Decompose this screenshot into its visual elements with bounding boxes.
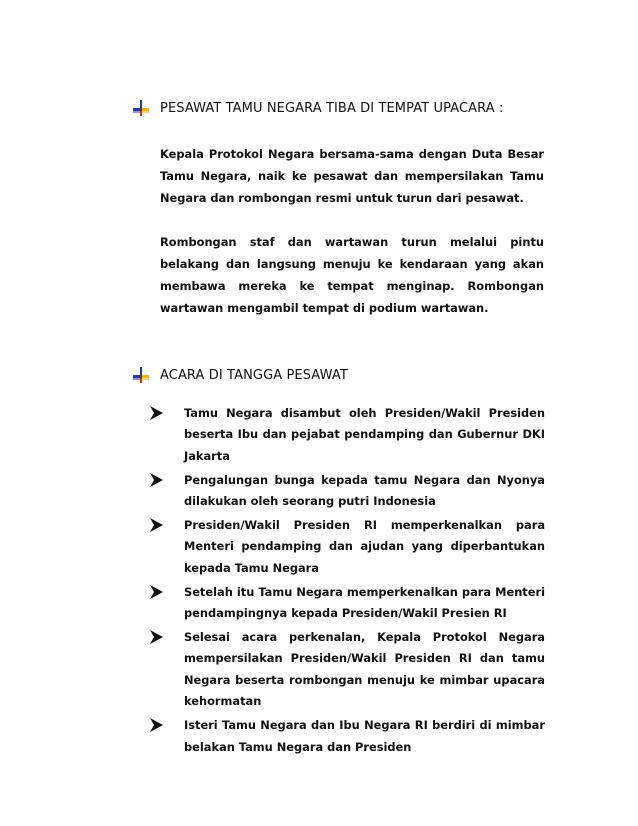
section-title: PESAWAT TAMU NEGARA TIBA DI TEMPAT UPACARA : <box>160 100 504 116</box>
section-title: ACARA DI TANGGA PESAWAT <box>160 367 348 383</box>
list-item <box>150 582 545 625</box>
arrow-bullet-icon <box>150 518 163 532</box>
section-heading-stairs <box>133 367 348 383</box>
list-item-text: Tamu Negara disambut oleh Presiden/Wakil Presiden beserta Ibu dan pejabat pendamping dan Gubernur DKI Jakarta <box>184 406 545 463</box>
arrow-bullet-icon <box>150 585 163 599</box>
list-item <box>150 515 545 579</box>
list-item-text: Pengalungan bunga kepada tamu Negara dan Nyonya dilakukan oleh seorang putri Indonesia <box>184 472 545 509</box>
ceremony-steps-list <box>150 403 545 761</box>
list-item-text: Isteri Tamu Negara dan Ibu Negara RI berdiri di mimbar belakan Tamu Negara dan Presiden <box>184 718 545 754</box>
arrow-bullet-icon <box>150 406 163 420</box>
list-item-text: Setelah itu Tamu Negara memperkenalkan para Menteri pendampingnya kepada Presiden/Wakil Presien RI <box>184 584 545 621</box>
arrow-bullet-icon <box>150 718 163 732</box>
list-item <box>150 403 545 467</box>
paragraph-staff-disembark: Rombongan staf dan wartawan turun melalui pintu belakang dan langsung menuju ke kendaraan yang akan membawa mereka ke tempat menginap. Rombongan wartawan mengambil tempat di podium wartawan. <box>160 235 544 315</box>
list-item <box>150 470 545 513</box>
flag-bullet-icon <box>133 367 149 383</box>
list-item <box>150 627 545 713</box>
paragraph-protocol-boarding: Kepala Protokol Negara bersama-sama dengan Duta Besar Tamu Negara, naik ke pesawat dan mempersilakan Tamu Negara dan rombongan resmi untuk turun dari pesawat. <box>160 147 544 205</box>
flag-bullet-icon <box>133 100 149 116</box>
list-item-text: Selesai acara perkenalan, Kepala Protokol Negara mempersilakan Presiden/Wakil Presiden RI dan tamu Negara beserta rombongan menuju ke mimbar upacara kehormatan <box>184 630 545 709</box>
section-heading-arrival <box>133 100 503 116</box>
list-item-text: Presiden/Wakil Presiden RI memperkenalkan para Menteri pendamping dan ajudan yang diperbantukan kepada Tamu Negara <box>184 518 545 575</box>
arrow-bullet-icon <box>150 473 163 487</box>
arrow-bullet-icon <box>150 630 163 644</box>
list-item <box>150 715 545 758</box>
